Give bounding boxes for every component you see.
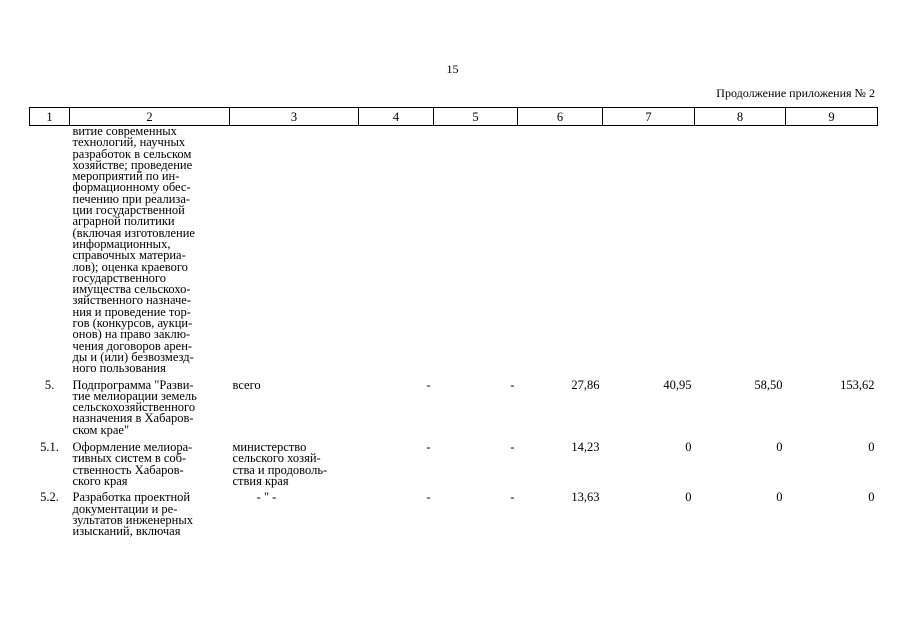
cell-col6: 14,23 [571, 440, 600, 455]
cell-col5: - [510, 377, 515, 392]
cell-col4: - [426, 377, 431, 392]
col-header-5: 5 [434, 108, 518, 126]
text-line: министерство [232, 440, 307, 455]
text-line: онов) на право заклю- [72, 327, 191, 342]
text-line: назначения в Хабаров- [72, 411, 194, 426]
cell-num: 5.1. [40, 440, 59, 455]
col-header-2: 2 [70, 108, 230, 126]
cell-col9: 0 [868, 490, 875, 505]
cell-responsible [230, 487, 359, 537]
text-line: Разработка проектной [72, 490, 191, 505]
cell-num [30, 126, 70, 375]
table-row [30, 436, 878, 487]
cell-col7: 0 [685, 490, 692, 505]
page-number: 15 [446, 62, 459, 76]
text-line: - " - [256, 490, 277, 505]
text-line: Подпрограмма "Разви- [72, 377, 194, 392]
text-line: сельскохозяйственного [72, 400, 196, 415]
cell-empty [359, 126, 434, 375]
cell-col8: 0 [776, 440, 783, 455]
text-line: формационному обес- [72, 180, 191, 195]
cell-num: 5.2. [40, 490, 59, 505]
table-row [30, 375, 878, 436]
cell-num: 5. [44, 377, 55, 392]
col-header-6: 6 [518, 108, 603, 126]
text-line: зультатов инженерных [72, 512, 193, 527]
table-row-continued [30, 126, 878, 375]
cell-col6: 27,86 [571, 377, 600, 392]
header-row [30, 108, 878, 126]
text-line: гов (конкурсов, аукци- [72, 316, 193, 331]
text-line: изысканий, включая [72, 524, 181, 539]
text-line: Оформление мелиора- [72, 440, 193, 455]
col-header-1: 1 [30, 108, 70, 126]
cell-name [70, 375, 230, 436]
text-line: имущества сельскохо- [72, 282, 191, 297]
text-line: витие современных [72, 124, 177, 138]
text-line: ского края [72, 473, 128, 488]
text-line: чения договоров арен- [72, 338, 193, 353]
cell-col8: 58,50 [754, 377, 783, 392]
text-line: разработок в сельском [72, 146, 192, 161]
col-header-8: 8 [695, 108, 786, 126]
cell-responsible [230, 436, 359, 487]
text-line: ции государственной [72, 203, 185, 218]
col-header-3: 3 [230, 108, 359, 126]
cell-col9: 153,62 [840, 377, 875, 392]
cell-col7: 40,95 [663, 377, 692, 392]
cell-responsible [230, 375, 359, 436]
cell-col4: - [426, 440, 431, 455]
text-line: ствия края [232, 473, 289, 488]
cell-empty [603, 126, 695, 375]
text-line: документации и ре- [72, 501, 178, 516]
cell-col4: - [426, 490, 431, 505]
text-line: технологий, научных [72, 135, 186, 150]
text-line: ния и проведение тор- [72, 304, 191, 319]
cell-col9: 0 [868, 440, 875, 455]
cell-col5: - [510, 490, 515, 505]
text-line: всего [232, 377, 261, 392]
col-header-4: 4 [359, 108, 434, 126]
col-header-7: 7 [603, 108, 695, 126]
cell-col8: 0 [776, 490, 783, 505]
text-line: ском крае" [72, 422, 130, 437]
text-line: сельского хозяй- [232, 451, 321, 466]
continuation-label: Продолжение приложения № 2 [716, 86, 875, 100]
cell-empty [518, 126, 603, 375]
text-line: ного пользования [72, 361, 166, 376]
text-line: зяйственного назначе- [72, 293, 191, 308]
col-header-9: 9 [786, 108, 878, 126]
cell-col5: - [510, 440, 515, 455]
cell-empty [230, 126, 359, 375]
text-line: лов); оценка краевого [72, 259, 188, 274]
text-line: печению при реализа- [72, 191, 191, 206]
text-line: аграрной политики [72, 214, 175, 229]
cell-col6: 13,63 [571, 490, 600, 505]
text-line: ды и (или) безвозмезд- [72, 349, 194, 364]
table-row [30, 487, 878, 537]
cell-name [70, 436, 230, 487]
cell-empty [434, 126, 518, 375]
text-line: государственного [72, 270, 166, 285]
cell-empty [695, 126, 786, 375]
text-line: хозяйстве; проведение [72, 157, 193, 172]
cell-col7: 0 [685, 440, 692, 455]
cell-name [70, 487, 230, 537]
cell-empty [786, 126, 878, 375]
program-table [29, 107, 878, 537]
text-line: тие мелиорации земель [72, 388, 197, 403]
text-line: справочных материа- [72, 248, 186, 263]
cell-continued-text [70, 126, 230, 375]
text-line: мероприятий по ин- [72, 169, 180, 184]
text-line: (включая изготовление [72, 225, 195, 240]
text-line: ственность Хабаров- [72, 462, 184, 477]
text-line: информационных, [72, 236, 171, 251]
text-line: тивных систем в соб- [72, 451, 187, 466]
text-line: ства и продоволь- [232, 462, 328, 477]
